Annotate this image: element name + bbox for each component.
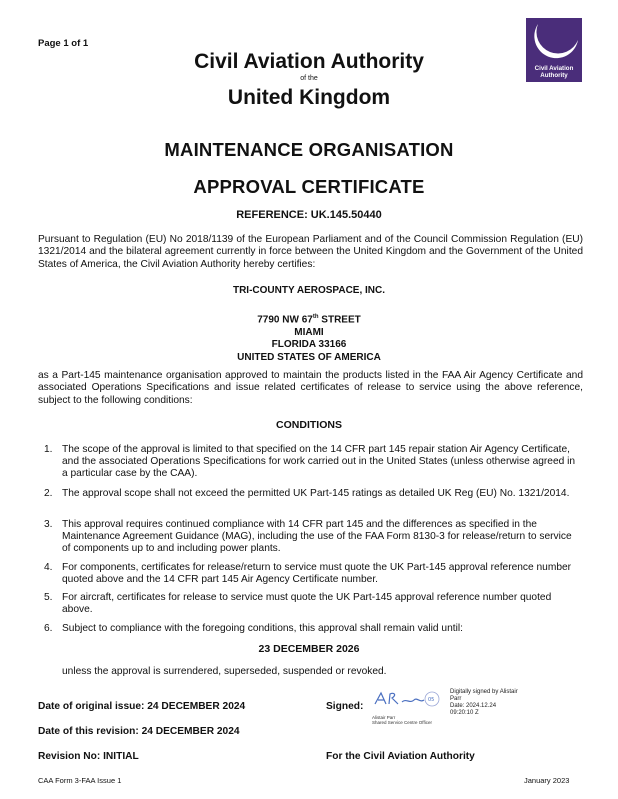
condition-number: 5.	[44, 592, 53, 603]
street-suffix: th	[312, 314, 319, 320]
address-state-zip: FLORIDA 33166	[271, 339, 347, 351]
condition-item	[44, 488, 580, 500]
organisation-address	[0, 311, 618, 364]
digital-sig-line: Parr	[450, 696, 462, 702]
condition-item	[44, 623, 580, 635]
conditions-title: CONDITIONS	[276, 419, 342, 431]
revision-number: Revision No: INITIAL	[38, 751, 139, 762]
page-number: Page 1 of 1	[38, 38, 89, 49]
condition-number: 4.	[44, 562, 53, 573]
signer-role: Shared Service Centre Officer	[372, 720, 432, 725]
condition-text: For aircraft, certificates for release to service must quote the UK Part-145 approval reference number quoted above.	[62, 592, 552, 616]
condition-item	[44, 592, 580, 616]
signer-name: Alistair Parr	[372, 715, 396, 720]
svg-text:05: 05	[428, 697, 435, 703]
address-country: UNITED STATES OF AMERICA	[237, 351, 381, 363]
for-authority-text: For the Civil Aviation Authority	[326, 751, 475, 762]
certificate-heading-1: MAINTENANCE ORGANISATION	[164, 139, 454, 160]
intro-paragraph: Pursuant to Regulation (EU) No 2018/1139 of the European Parliament and of the Council Commission Regulation (EU) 1321/2014 and the bilateral agreement currently in force between the United Kingdom and the Government of the United States of America, the Civil Aviation Authority hereby certifies:	[38, 234, 583, 270]
signature-scribble-icon	[372, 688, 444, 710]
condition-text: The scope of the approval is limited to that specified on the 14 CFR part 145 repair station Air Agency Certificate, and the associated Operations Specifications for work carried out in the United States (unless otherwise agreed in a particular case by the CAA).	[62, 444, 576, 480]
reference-number: REFERENCE: UK.145.50440	[236, 209, 382, 221]
street-name: STREET	[318, 314, 361, 326]
unless-text: unless the approval is surrendered, superseded, suspended or revoked.	[62, 666, 387, 677]
address-street	[0, 311, 618, 327]
organisation-name: TRI-COUNTY AEROSPACE, INC.	[232, 285, 386, 296]
of-the-text: of the	[300, 75, 318, 82]
revision-date: Date of this revision: 24 DECEMBER 2024	[38, 726, 240, 737]
certificate-heading-2: APPROVAL CERTIFICATE	[193, 176, 425, 197]
digital-sig-time: 09:20:10 Z	[450, 710, 479, 716]
digital-sig-date: Date: 2024.12.24	[450, 703, 497, 709]
condition-item	[44, 519, 580, 556]
condition-text: For components, certificates for release/return to service must quote the UK Part-145 approval reference number quoted above and the 14 CFR part 145 Air Agency Certificate number.	[62, 562, 572, 586]
logo-line-1: Civil Aviation	[534, 65, 574, 72]
signed-label: Signed:	[326, 701, 364, 712]
condition-item	[44, 444, 580, 481]
condition-text: This approval requires continued compliance with 14 CFR part 145 and the differences as specified in the Maintenance Agreement Guidance (MAG), including the use of the FAA Form 8130-3 for release/return to service of components up to and including power plants.	[62, 519, 572, 555]
approval-paragraph: as a Part-145 maintenance organisation approved to maintain the products listed in the FAA Air Agency Certificate and associated Operations Specifications and issue related certificates of release to service using the above reference, subject to the following conditions:	[38, 370, 583, 406]
condition-number: 6.	[44, 623, 53, 634]
condition-item	[44, 562, 580, 586]
condition-number: 1.	[44, 444, 53, 455]
condition-text: The approval scope shall not exceed the permitted UK Part-145 ratings as detailed UK Reg (EU) No. 1321/2014.	[62, 488, 570, 499]
authority-title: Civil Aviation Authority	[194, 50, 424, 73]
digital-sig-line: Digitally signed by Alistair	[450, 689, 518, 695]
digital-signature-block	[450, 689, 518, 717]
address-city: MIAMI	[294, 326, 324, 338]
form-number: CAA Form 3-FAA Issue 1	[38, 776, 122, 785]
handwritten-signature	[372, 688, 444, 725]
original-issue-date: Date of original issue: 24 DECEMBER 2024	[38, 701, 246, 712]
street-number: 7790 NW 67	[257, 314, 313, 326]
country-title: United Kingdom	[227, 86, 391, 109]
condition-number: 2.	[44, 488, 53, 499]
logo-line-2: Authority	[540, 72, 568, 79]
condition-number: 3.	[44, 519, 53, 530]
valid-until-date: 23 DECEMBER 2026	[258, 643, 360, 655]
form-date: January 2023	[524, 776, 570, 785]
condition-text: Subject to compliance with the foregoing conditions, this approval shall remain valid until:	[62, 623, 463, 634]
